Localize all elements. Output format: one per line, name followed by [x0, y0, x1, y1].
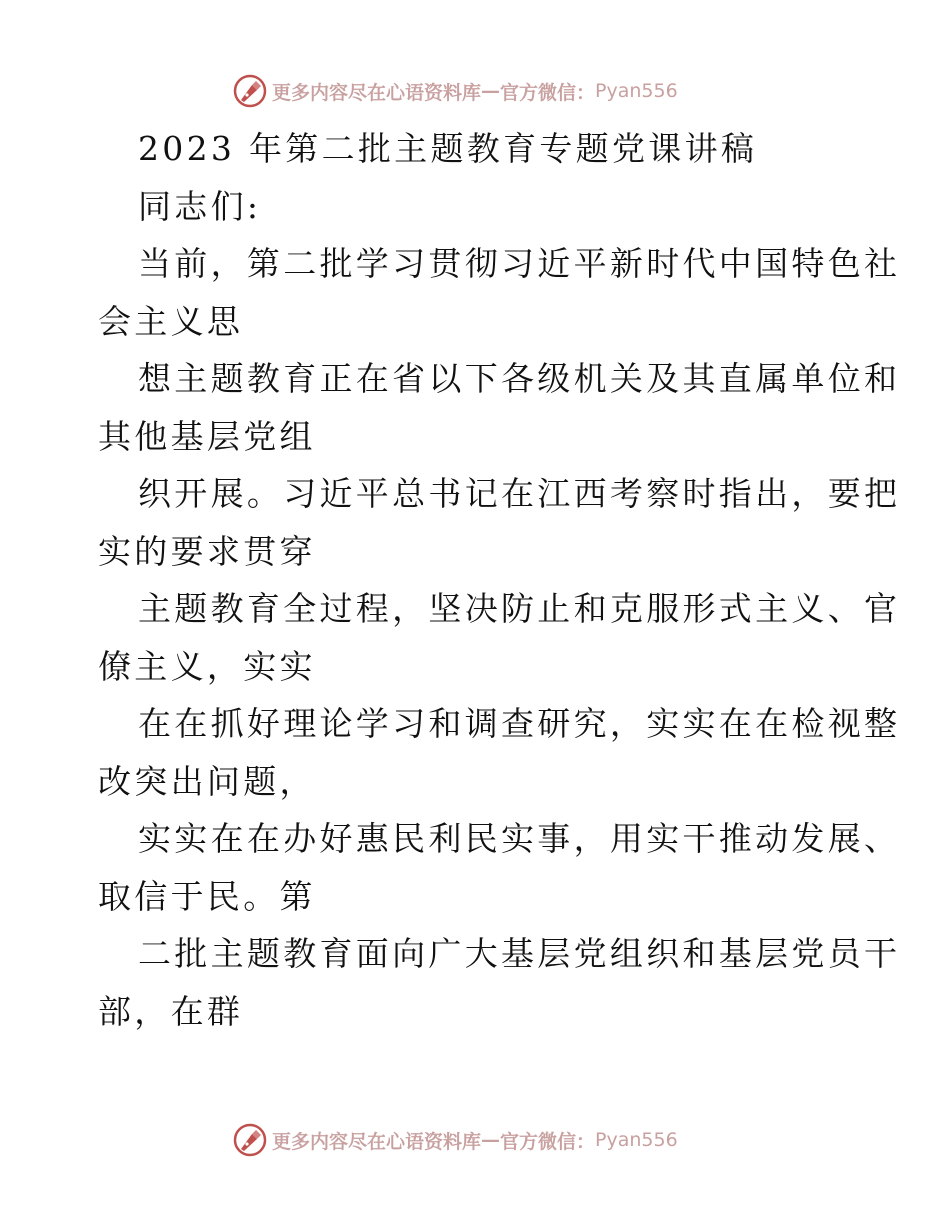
- watermark-handle: Pyan556: [595, 1129, 678, 1151]
- body-line: 主题教育全过程，坚决防止和克服形式主义、官: [138, 589, 901, 628]
- watermark-separator: —: [481, 1129, 501, 1151]
- body-line: 僚主义，实实: [98, 646, 316, 686]
- pen-nib-logo-icon: [232, 73, 268, 109]
- watermark-handle: Pyan556: [595, 80, 678, 102]
- greeting: 同志们:: [138, 186, 262, 226]
- body-line: 想主题教育正在省以下各级机关及其直属单位和: [138, 359, 901, 398]
- body-line: 其他基层党组: [98, 416, 316, 456]
- body-line: 实实在在办好惠民利民实事，用实干推动发展、: [138, 819, 901, 858]
- document-title: 2023 年第二批主题教育专题党课讲稿: [138, 129, 758, 168]
- body-line: 部，在群: [98, 991, 244, 1031]
- watermark-site-text: 更多内容尽在心语资料库: [272, 1130, 482, 1153]
- body-line: 织开展。习近平总书记在江西考察时指出，要把: [138, 474, 901, 513]
- body-line: 在在抓好理论学习和调查研究，实实在在检视整: [138, 704, 901, 743]
- pen-nib-logo-icon: [232, 1122, 268, 1158]
- document-body: [98, 120, 901, 1040]
- body-line: 二批主题教育面向广大基层党组织和基层党员干: [138, 934, 901, 973]
- body-line: 会主义思: [98, 301, 244, 341]
- watermark-separator: —: [481, 80, 501, 102]
- body-line: 取信于民。第: [98, 876, 316, 916]
- header-watermark: [232, 72, 678, 110]
- body-line: 当前，第二批学习贯彻习近平新时代中国特色社: [138, 244, 901, 283]
- watermark-site-text: 更多内容尽在心语资料库: [272, 81, 482, 104]
- watermark-contact-label: 官方微信：: [500, 81, 596, 104]
- body-line: 改突出问题，: [98, 761, 316, 801]
- watermark-contact-label: 官方微信：: [500, 1130, 596, 1153]
- body-line: 实的要求贯穿: [98, 531, 316, 571]
- footer-watermark: [232, 1121, 678, 1159]
